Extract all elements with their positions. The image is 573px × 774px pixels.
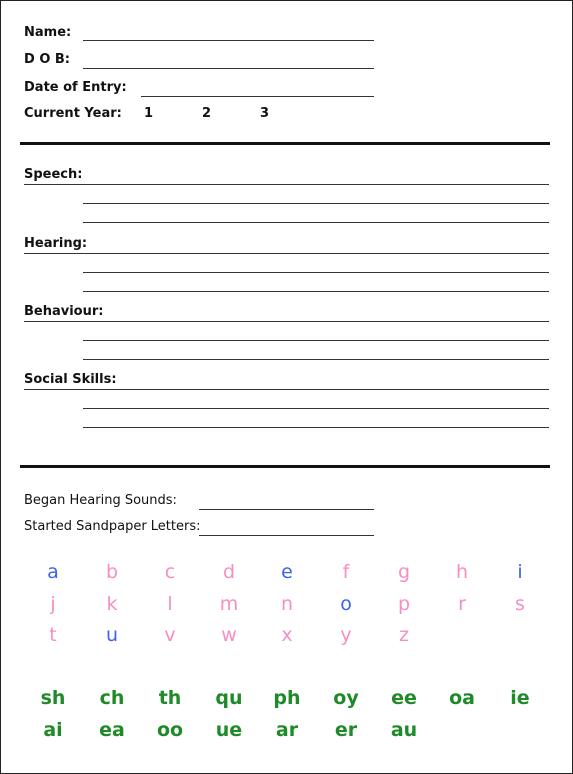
speech-label: Speech: <box>24 167 83 182</box>
speech-line-1[interactable] <box>24 184 549 185</box>
letter-w: w <box>221 624 237 646</box>
digraph-oy: oy <box>333 687 359 709</box>
digraph-th: th <box>158 687 182 709</box>
social-skills-line-3[interactable] <box>83 427 549 428</box>
section-divider-top <box>20 142 550 145</box>
digraph-ie: ie <box>510 687 530 709</box>
dob-field-line[interactable] <box>83 68 374 69</box>
letter-o: o <box>340 593 352 615</box>
letter-n: n <box>280 593 294 615</box>
digraph-au: au <box>390 719 418 741</box>
letter-g: g <box>397 561 411 583</box>
year-option-1[interactable]: 1 <box>144 106 154 121</box>
digraph-sh: sh <box>40 687 66 709</box>
letter-r: r <box>458 593 466 615</box>
digraph-ai: ai <box>43 719 63 741</box>
letter-a: a <box>47 561 59 583</box>
letter-y: y <box>340 624 352 646</box>
began-hearing-sounds-label: Began Hearing Sounds: <box>24 493 177 508</box>
hearing-line-1[interactable] <box>24 253 549 254</box>
letter-e: e <box>281 561 293 583</box>
letter-t: t <box>49 624 57 646</box>
letter-m: m <box>219 593 239 615</box>
digraph-ee: ee <box>391 687 417 709</box>
letter-i: i <box>517 561 523 583</box>
started-sandpaper-letters-field-line[interactable] <box>199 535 374 536</box>
digraph-oa: oa <box>449 687 475 709</box>
year-option-2[interactable]: 2 <box>202 106 212 121</box>
digraph-ue: ue <box>215 719 243 741</box>
digraph-ea: ea <box>99 719 125 741</box>
section-divider-bottom <box>20 465 550 468</box>
letter-d: d <box>222 561 236 583</box>
letter-k: k <box>106 593 118 615</box>
behaviour-line-1[interactable] <box>24 321 549 322</box>
date-of-entry-label: Date of Entry: <box>24 80 127 95</box>
letter-v: v <box>164 624 176 646</box>
letter-x: x <box>281 624 293 646</box>
hearing-line-2[interactable] <box>83 272 549 273</box>
letter-p: p <box>397 593 411 615</box>
digraph-ch: ch <box>99 687 125 709</box>
social-skills-line-2[interactable] <box>83 408 549 409</box>
letter-l: l <box>167 593 173 615</box>
social-skills-line-1[interactable] <box>24 389 549 390</box>
speech-line-2[interactable] <box>83 203 549 204</box>
letter-s: s <box>515 593 525 615</box>
began-hearing-sounds-field-line[interactable] <box>199 509 374 510</box>
behaviour-label: Behaviour: <box>24 304 104 319</box>
letter-f: f <box>342 561 350 583</box>
letter-j: j <box>50 593 56 615</box>
behaviour-line-2[interactable] <box>83 340 549 341</box>
digraph-ar: ar <box>275 719 299 741</box>
speech-line-3[interactable] <box>83 222 549 223</box>
hearing-line-3[interactable] <box>83 291 549 292</box>
behaviour-line-3[interactable] <box>83 359 549 360</box>
dob-label: D O B: <box>24 52 71 67</box>
social-skills-label: Social Skills: <box>24 372 117 387</box>
started-sandpaper-letters-label: Started Sandpaper Letters: <box>24 519 201 534</box>
letter-b: b <box>105 561 119 583</box>
digraph-ph: ph <box>273 687 301 709</box>
current-year-label: Current Year: <box>24 106 122 121</box>
digraph-er: er <box>334 719 358 741</box>
year-option-3[interactable]: 3 <box>260 106 270 121</box>
date-of-entry-field-line[interactable] <box>141 96 374 97</box>
hearing-label: Hearing: <box>24 236 88 251</box>
letter-u: u <box>105 624 119 646</box>
letter-z: z <box>399 624 409 646</box>
name-field-line[interactable] <box>83 40 374 41</box>
letter-h: h <box>455 561 469 583</box>
digraph-qu: qu <box>215 687 243 709</box>
name-label: Name: <box>24 25 72 40</box>
letter-c: c <box>164 561 176 583</box>
digraph-oo: oo <box>156 719 184 741</box>
